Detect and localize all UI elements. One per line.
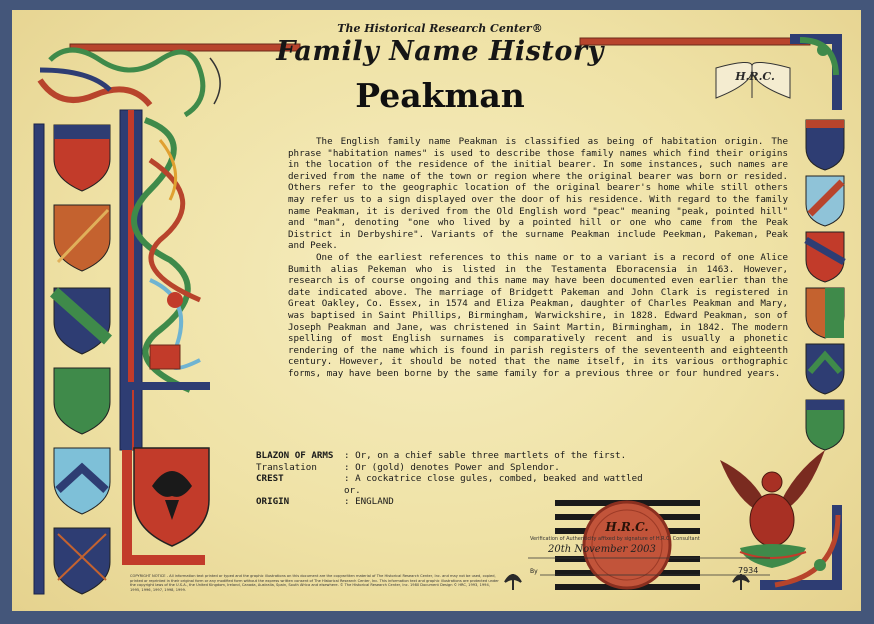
verification-caption: Verification of Authenticity affixed by signature of H.R.C. Consultant <box>530 536 700 542</box>
certificate-number: 7934 <box>738 566 759 575</box>
hrc-logo: H.R.C. <box>735 70 775 83</box>
blazon-arms-value: : Or, on a chief sable three martlets of the first. <box>344 450 627 461</box>
publisher-name: The Historical Research Center® <box>337 22 543 35</box>
translation-label: Translation <box>256 461 317 473</box>
crest-row <box>256 473 656 496</box>
right-shield-column <box>806 120 844 450</box>
crest-value: : A cockatrice close gules, combed, beaked and wattled or. <box>344 473 643 496</box>
translation-row <box>256 462 656 474</box>
blazon-arms-row <box>256 450 656 462</box>
document-title: Family Name History <box>276 36 604 67</box>
signature-by-label: By <box>530 568 538 575</box>
origin-row <box>256 496 656 508</box>
crest-phoenix-emblem <box>720 450 825 568</box>
seal-text: H.R.C. <box>605 520 649 534</box>
translation-value: : Or (gold) denotes Power and Splendor. <box>344 461 560 473</box>
origin-value: : ENGLAND <box>344 496 394 508</box>
family-surname: Peakman <box>355 76 525 115</box>
origin-label: ORIGIN <box>256 496 290 508</box>
name-history-text <box>288 136 788 379</box>
blazon-section <box>256 450 656 508</box>
history-paragraph-1: The English family name Peakman is classified as being of habitation origin. The phrase "habitation names" is used to describe those family names which find their origins in the location of the residence of the initial bearer. In some instances, such names are derived from the name of the town or region where the original bearer was born or resided. Others refer to the geographic location of the original bearer's home while still others may refer us to a sign displayed over the door of his residence. With regard to the family name Peakman, it is derived from the Old English word "peac" meaning "peak, pointed hill" and "man", denoting "one who lived by a pointed hill or one who came from the Peak District in Derbyshire". Variants of the surname Peakman include Peekman, Pakeman, Peak and Peek. <box>288 136 788 252</box>
left-shield-column <box>54 125 110 594</box>
fleur-left-ornament <box>505 574 521 590</box>
history-paragraph-2: One of the earliest references to this name or to a variant is a record of one Alice Bumith alias Pekeman who is listed in the Testamenta Eboracensia in 1463. However, research is of course ongoing and this name may have been documented even earlier than the date indicated above. The marriage of Bridgett Pakeman and John Clark is registered in Great Oakley, Co. Essex, in 1574 and Eliza Peakman, daughter of Charles Peakman and Mary, was baptised in Saint Phillips, Birmingham, Warwickshire, in 1828. Edward Peakman, son of Joseph Peakman and Jane, was christened in Saint Martin, Birmingham, in 1842. The modern spelling of most English surnames is comparatively recent and is usually a phonetic rendering of the name which is found in parish registers of the seventeenth and eighteenth century. However, it should be noted that the name itself, in its various orthographic forms, may have been borne by the same family for a previous three or four hundred years. <box>288 251 788 379</box>
signature-date: 20th November 2003 <box>548 544 656 555</box>
blazon-arms-label: BLAZON OF ARMS <box>256 450 334 461</box>
crest-label: CREST <box>256 473 284 485</box>
copyright-notice: COPYRIGHT NOTICE - All information text printed or typed and the graphic illustrations on this document are the copywritten material of The Historical Research Center, Inc. and may not be used, copied, printed or reprinted in their original form or any modified form without the express written consent of The Historical Research Center, Inc. This information text and graphic illustrations are protected under the copyright laws of the U.S.A., the United Kingdom, Ireland, Canada, Australia, Spain, South Africa and elsewhere. © The Historical Research Center, Inc. 1980 Document Design © HRC, 1993, 1994, 1995, 1996, 1997, 1998, 1999. <box>130 574 499 592</box>
phoenix-shield <box>134 448 209 546</box>
fleur-right-ornament <box>733 574 749 590</box>
